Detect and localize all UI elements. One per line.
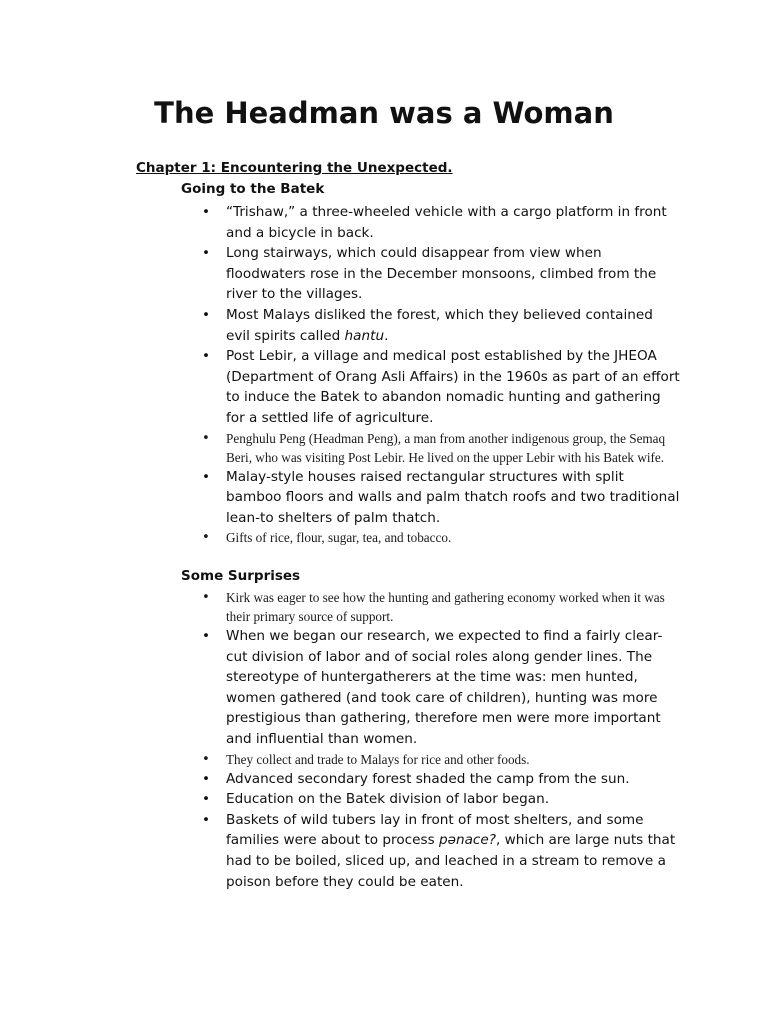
list-item: • They collect and trade to Malays for rice and other foods. <box>200 750 680 769</box>
list-item: • Education on the Batek division of labor began. <box>200 789 680 810</box>
chapter-heading: Chapter 1: Encountering the Unexpected. <box>136 160 453 176</box>
section-heading-going-to-the-batek: Going to the Batek <box>181 181 325 197</box>
list-item: • Advanced secondary forest shaded the camp from the sun. <box>200 769 680 790</box>
section-heading-some-surprises: Some Surprises <box>181 568 301 584</box>
list-item: • Kirk was eager to see how the hunting and gathering economy worked when it was their primary source of support. <box>200 588 680 626</box>
list-item: • Long stairways, which could disappear from view when floodwaters rose in the December monsoons, climbed from the river to the villages. <box>200 243 680 305</box>
list-item: • When we began our research, we expected to find a fairly clear-cut division of labor and of social roles along gender lines. The stereotype of huntergatherers at the time was: men hunted, women gathered (and took care of children), hunting was more prestigious than gathering, therefore men were more important and influential than women. <box>200 626 680 750</box>
list-item: • Baskets of wild tubers lay in front of most shelters, and some families were about to process pənace?, which are large nuts that had to be boiled, sliced up, and leached in a stream to remove a poison before they could be eaten. <box>200 810 680 892</box>
italic-term: hantu <box>344 327 385 344</box>
list-item: • Malay-style houses raised rectangular structures with split bamboo floors and walls and palm thatch roofs and two traditional lean-to shelters of palm thatch. <box>200 467 680 529</box>
list-item: • Most Malays disliked the forest, which they believed contained evil spirits called hantu. <box>200 305 680 346</box>
italic-term: pənace? <box>438 832 496 849</box>
bullet-list-some-surprises <box>200 588 680 892</box>
bullet-list-going-to-the-batek <box>200 202 680 547</box>
document-title: The Headman was a Woman <box>154 96 614 130</box>
list-item: • Gifts of rice, flour, sugar, tea, and tobacco. <box>200 528 680 547</box>
list-item: • Post Lebir, a village and medical post established by the JHEOA (Department of Orang Asli Affairs) in the 1960s as part of an effort to induce the Batek to abandon nomadic hunting and gathering for a settled life of agriculture. <box>200 346 680 428</box>
list-item: • Penghulu Peng (Headman Peng), a man from another indigenous group, the Semaq Beri, who was visiting Post Lebir. He lived on the upper Lebir with his Batek wife. <box>200 429 680 467</box>
list-item: • “Trishaw,” a three-wheeled vehicle with a cargo platform in front and a bicycle in back. <box>200 202 680 243</box>
